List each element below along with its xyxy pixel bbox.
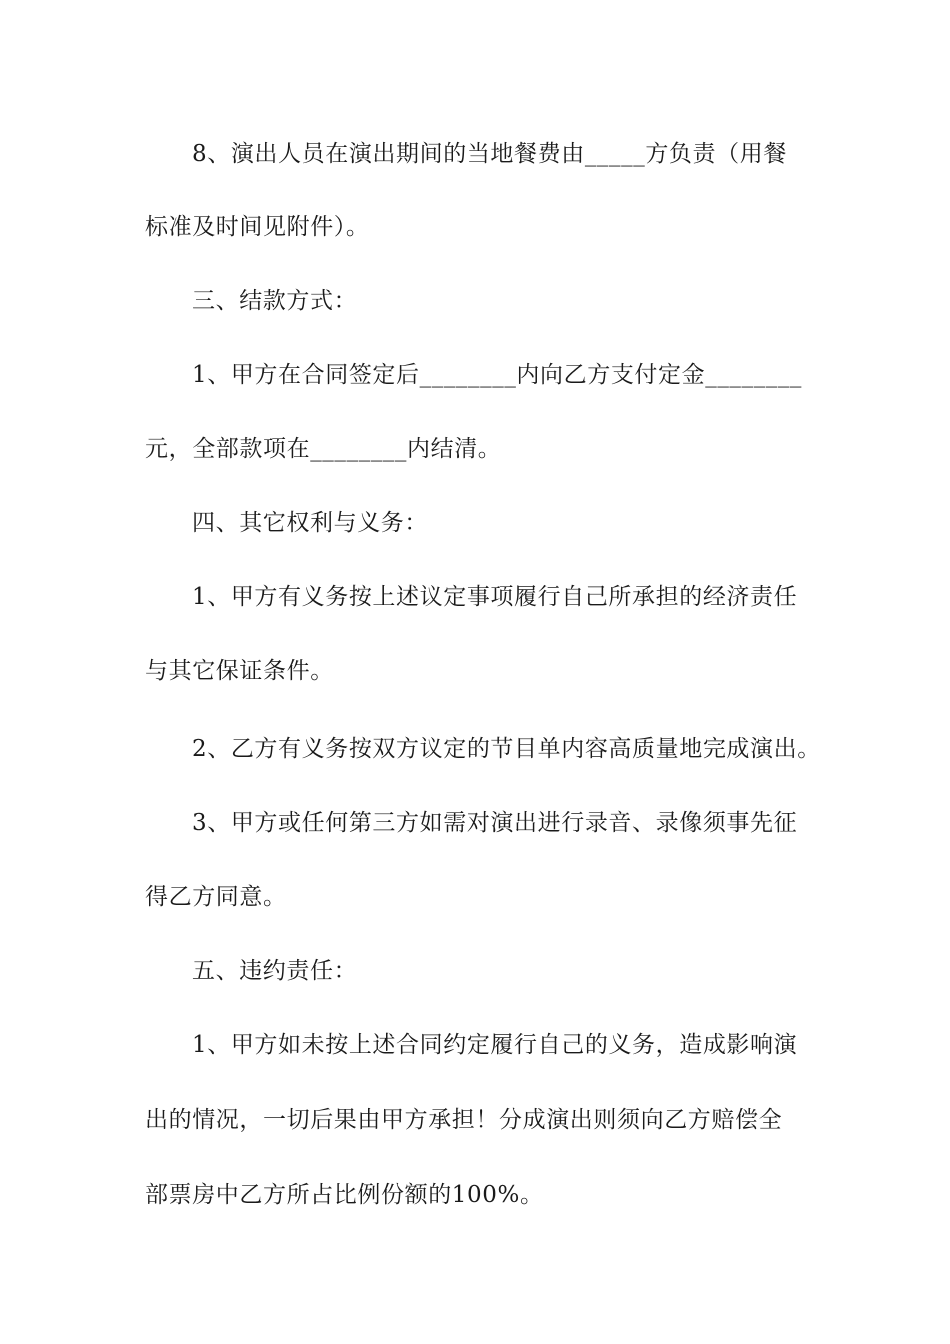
section-4-clause-1-line-2: 与其它保证条件。: [145, 658, 334, 684]
section-5-clause-1-line-2: 出的情况，一切后果由甲方承担！分成演出则须向乙方赔偿全: [145, 1107, 783, 1133]
section-3-heading: 三、结款方式：: [192, 288, 358, 314]
section-4-clause-3-line-2: 得乙方同意。: [145, 884, 287, 910]
section-5-clause-1-line-1: 1、甲方如未按上述合同约定履行自己的义务，造成影响演: [192, 1032, 798, 1058]
section-4-heading: 四、其它权利与义务：: [192, 510, 428, 536]
clause-8-line-1: 8、演出人员在演出期间的当地餐费由_____方负责（用餐: [192, 141, 787, 167]
section-3-clause-1-line-2: 元，全部款项在________内结清。: [145, 436, 502, 462]
clause-8-line-2: 标准及时间见附件）。: [145, 214, 370, 240]
section-4-clause-3-line-1: 3、甲方或任何第三方如需对演出进行录音、录像须事先征: [192, 810, 798, 836]
section-4-clause-1-line-1: 1、甲方有义务按上述议定事项履行自己所承担的经济责任: [192, 584, 798, 610]
section-5-heading: 五、违约责任：: [192, 958, 358, 984]
section-4-clause-2: 2、乙方有义务按双方议定的节目单内容高质量地完成演出。: [192, 736, 821, 762]
section-5-clause-1-line-3: 部票房中乙方所占比例份额的100%。: [145, 1182, 544, 1208]
section-3-clause-1-line-1: 1、甲方在合同签定后________内向乙方支付定金________: [192, 362, 803, 388]
